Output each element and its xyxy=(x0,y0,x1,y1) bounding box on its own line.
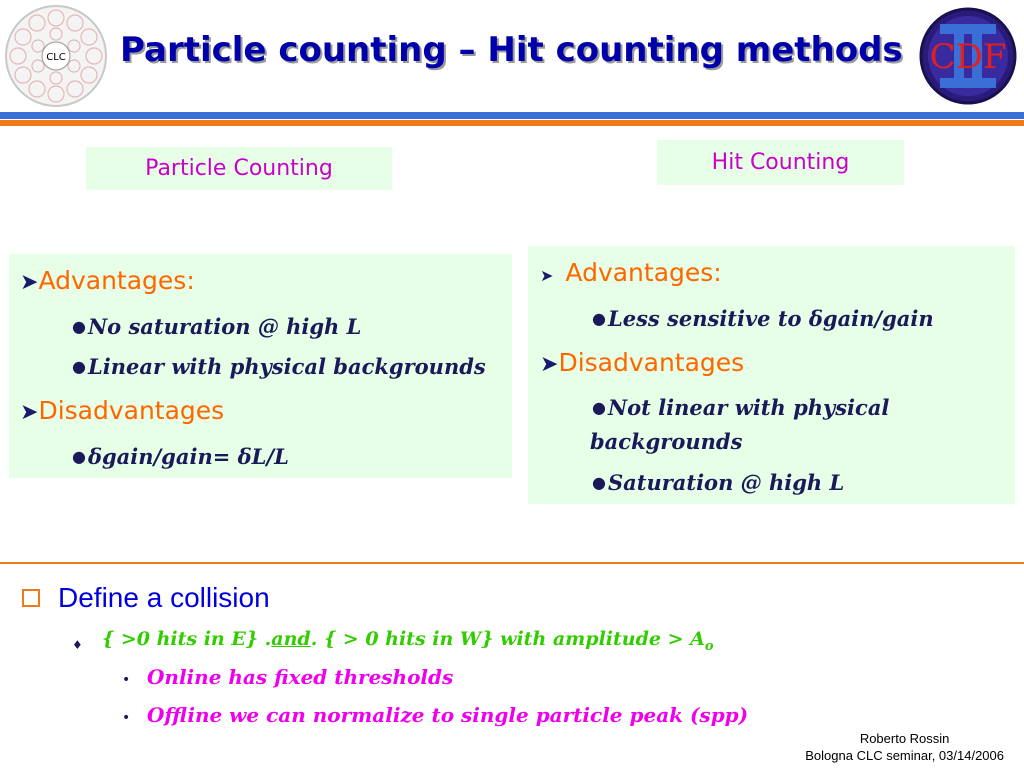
clc-logo-text: CLC xyxy=(46,52,66,63)
right-disadvantage-item: ●Saturation @ high L xyxy=(592,470,845,495)
dot-bullet-icon: ● xyxy=(592,398,606,417)
header-bar-blue xyxy=(0,112,1024,119)
footer-author: Roberto Rossin xyxy=(859,731,950,746)
left-disadvantage-item: ●δgain/gain= δL/L xyxy=(72,444,289,469)
cdf-logo xyxy=(916,6,1020,106)
hit-counting-heading: Hit Counting xyxy=(657,140,904,185)
dot-bullet-icon: ● xyxy=(592,309,606,328)
left-advantage-item: ●Linear with physical backgrounds xyxy=(72,354,486,379)
arrow-bullet-icon: ➤ xyxy=(20,400,39,425)
arrow-bullet-icon: ➤ xyxy=(540,266,554,285)
slide-footer xyxy=(805,730,1004,764)
collision-definition: { >0 hits in E} .and. { > 0 hits in W} with amplitude > $A_o$ xyxy=(102,628,714,654)
right-advantages-heading xyxy=(540,258,722,287)
page-title: Particle counting – Hit counting methods xyxy=(120,30,903,70)
checkbox-bullet-icon xyxy=(22,589,40,607)
right-disadvantages-heading xyxy=(540,348,744,377)
left-advantages-label: Advantages: xyxy=(38,266,195,295)
dot-bullet-icon: ● xyxy=(72,317,86,336)
header-bar-orange xyxy=(0,120,1024,126)
small-dot-bullet-icon: • xyxy=(122,710,131,726)
right-disadvantage-item-continued: backgrounds xyxy=(590,429,743,454)
left-advantages-heading xyxy=(20,266,195,295)
cdf-logo-text: CDF xyxy=(929,37,1007,77)
online-thresholds-item: Online has fixed thresholds xyxy=(147,665,454,689)
dot-bullet-icon: ● xyxy=(592,473,606,492)
section-divider xyxy=(0,562,1024,564)
left-disadvantages-heading xyxy=(20,396,224,425)
right-disadvantages-label: Disadvantages xyxy=(558,348,745,377)
left-advantage-item: ●No saturation @ high L xyxy=(72,314,362,339)
small-dot-bullet-icon: • xyxy=(122,672,131,688)
arrow-bullet-icon: ➤ xyxy=(540,352,559,377)
clc-logo xyxy=(4,4,108,108)
footer-event: Bologna CLC seminar, 03/14/2006 xyxy=(805,748,1004,763)
arrow-bullet-icon: ➤ xyxy=(20,270,39,295)
left-disadvantages-label: Disadvantages xyxy=(38,396,225,425)
diamond-bullet-icon: ♦ xyxy=(72,638,83,652)
dot-bullet-icon: ● xyxy=(72,357,86,376)
define-collision-heading: Define a collision xyxy=(58,582,270,613)
right-advantage-item: ●Less sensitive to δgain/gain xyxy=(592,306,934,331)
right-disadvantage-item: ●Not linear with physical xyxy=(592,395,890,420)
dot-bullet-icon: ● xyxy=(72,447,86,466)
particle-counting-heading: Particle Counting xyxy=(86,147,392,190)
offline-normalize-item: Offline we can normalize to single particle peak (spp) xyxy=(147,703,749,727)
right-advantages-label: Advantages: xyxy=(565,258,722,287)
